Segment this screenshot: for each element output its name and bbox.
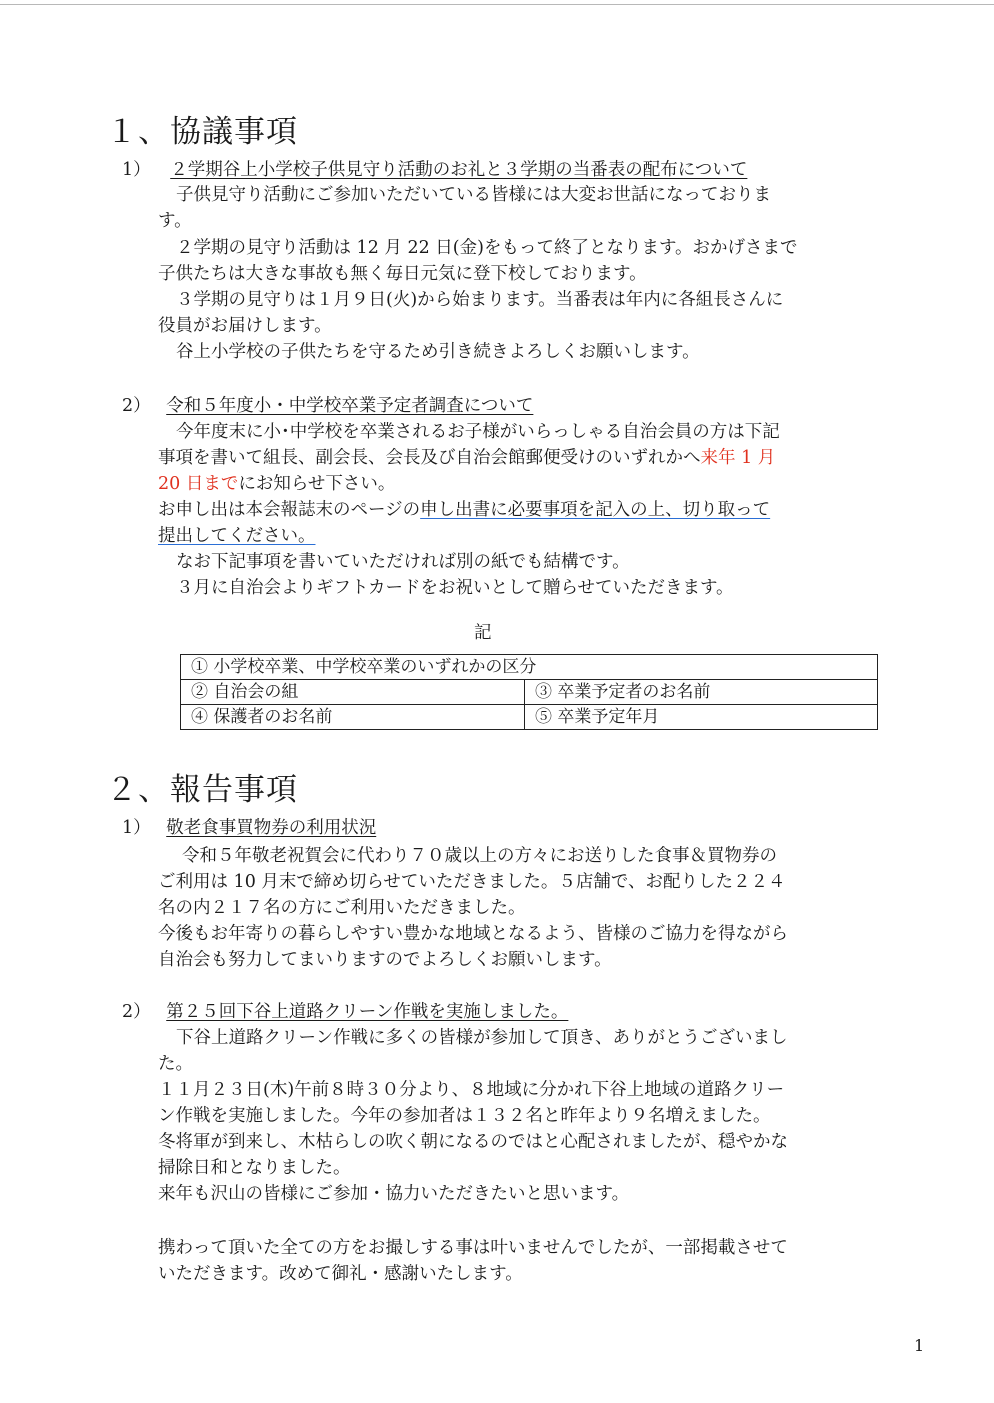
paragraph-line: 冬将軍が到来し、木枯らしの吹く朝になるのではと心配されましたが、穏やかな — [158, 1132, 788, 1152]
paragraph-line: 子供たちは大きな事故も無く毎日元気に登下校しております。 — [158, 264, 647, 284]
paragraph-line: なお下記事項を書いていただければ別の紙でも結構です。 — [176, 552, 630, 572]
paragraph-line: 谷上小学校の子供たちを守るため引き続きよろしくお願いします。 — [176, 342, 700, 362]
paragraph-line — [158, 446, 775, 470]
table-row — [181, 705, 878, 730]
item-2-1-heading — [122, 816, 376, 840]
paragraph-line: 今年度末に小･中学校を卒業されるお子様がいらっしゃる自治会員の方は下記 — [176, 422, 780, 442]
instruction-highlight: 申し出書に必要事項を記入の上、切り取って — [420, 500, 771, 520]
paragraph-line: た。 — [158, 1054, 193, 1074]
paragraph-line: 下谷上道路クリーン作戦に多くの皆様が参加して頂き、ありがとうございまし — [176, 1028, 788, 1048]
paragraph-line: 役員がお届けします。 — [158, 316, 332, 336]
paragraph-line: いただきます。改めて御礼・感謝いたします。 — [158, 1264, 523, 1284]
item-number: 1） — [122, 818, 151, 838]
item-2-2-heading — [122, 1000, 568, 1024]
section-2-heading: ２、報告事項 — [106, 772, 298, 808]
item-1-2-heading — [122, 394, 533, 418]
table-cell: ⑤ 卒業予定年月 — [525, 705, 878, 730]
deadline-highlight: 来年 1 月 — [700, 448, 776, 468]
paragraph-line: ３学期の見守りは１月９日(火)から始まります。当番表は年内に各組長さんに — [176, 290, 784, 310]
text-segment: お申し出は本会報誌末のページの — [158, 500, 421, 520]
paragraph-line: ２学期の見守り活動は 12 月 22 日(金)をもって終了となります。おかげさまで — [176, 238, 798, 258]
item-title: ２学期谷上小学校子供見守り活動のお礼と３学期の当番表の配布について — [170, 160, 748, 180]
text-segment: にお知らせ下さい。 — [238, 474, 396, 494]
paragraph-line: 名の内２１７名の方にご利用いただきました。 — [158, 898, 526, 918]
item-1-1-heading — [122, 158, 747, 182]
table-cell: ② 自治会の組 — [181, 680, 525, 705]
item-number: 2） — [122, 1002, 151, 1022]
item-title: 敬老食事買物券の利用状況 — [166, 818, 377, 838]
deadline-highlight: 20 日まで — [158, 474, 239, 494]
instruction-highlight: 提出してください。 — [158, 526, 316, 546]
paragraph-line: 令和５年敬老祝賀会に代わり７０歳以上の方々にお送りした食事＆買物券の — [182, 846, 777, 866]
table-row — [181, 655, 878, 680]
table-cell: ④ 保護者のお名前 — [181, 705, 525, 730]
paragraph-line: す。 — [158, 211, 192, 231]
paragraph-line: 掃除日和となりました。 — [158, 1158, 351, 1178]
page-number: 1 — [914, 1336, 925, 1355]
table-cell: ③ 卒業予定者のお名前 — [525, 680, 878, 705]
page-top-rule — [0, 4, 994, 5]
paragraph-line: ご利用は 10 月末で締め切らせていただきました。５店舗で、お配りした２２４ — [158, 872, 786, 892]
item-number: 1） — [122, 160, 151, 180]
item-title: 第２５回下谷上道路クリーン作戦を実施しました。 — [166, 1002, 569, 1022]
paragraph-line: 子供見守り活動にご参加いただいている皆様には大変お世話になっておりま — [176, 185, 771, 205]
paragraph-line: ン作戦を実施しました。今年の参加者は１３２名と昨年より９名増えました。 — [158, 1106, 771, 1126]
item-number: 2） — [122, 396, 151, 416]
paragraph-line — [158, 498, 770, 522]
paragraph-line — [158, 472, 395, 496]
paragraph-line: 今後もお年寄りの暮らしやすい豊かな地域となるよう、皆様のご協力を得ながら — [158, 924, 788, 944]
item-title: 令和５年度小・中学校卒業予定者調査について — [166, 396, 534, 416]
paragraph-line: １１月２３日(木)午前８時３０分より、８地域に分かれ下谷上地域の道路クリー — [158, 1080, 785, 1100]
table-row — [181, 680, 878, 705]
paragraph-line — [158, 524, 316, 548]
section-1-heading: １、協議事項 — [106, 114, 298, 150]
paragraph-line: 来年も沢山の皆様にご参加・協力いただきたいと思います。 — [158, 1184, 630, 1204]
ki-label: 記 — [474, 623, 492, 643]
paragraph-line: 携わって頂いた全ての方をお撮しする事は叶いませんでしたが、一部掲載させて — [158, 1238, 788, 1258]
checklist-table — [180, 654, 878, 730]
table-cell: ① 小学校卒業、中学校卒業のいずれかの区分 — [181, 655, 878, 680]
text-segment: 事項を書いて組長、副会長、会長及び自治会館郵便受けのいずれかへ — [158, 448, 701, 468]
paragraph-line: 自治会も努力してまいりますのでよろしくお願いします。 — [158, 950, 612, 970]
paragraph-line: ３月に自治会よりギフトカードをお祝いとして贈らせていただきます。 — [176, 578, 734, 598]
